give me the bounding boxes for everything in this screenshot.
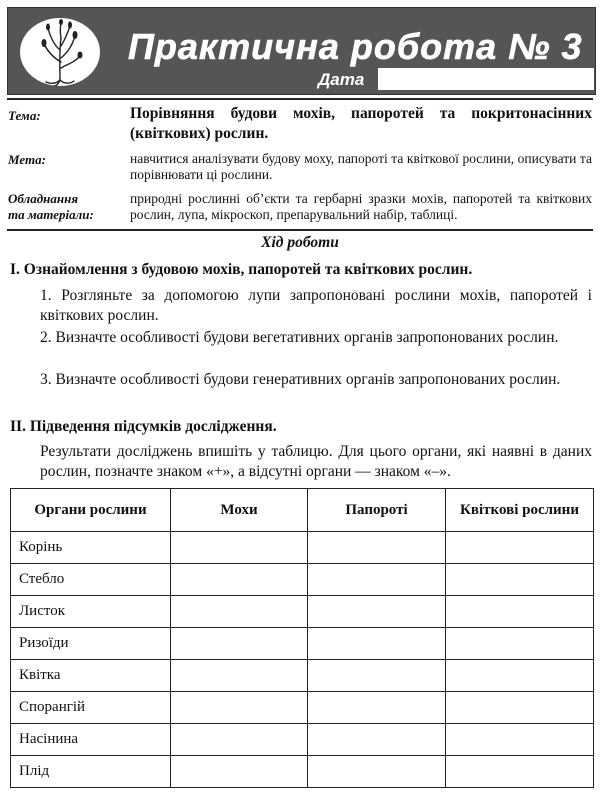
cell-input[interactable] — [308, 596, 446, 628]
table-header-row — [11, 489, 594, 532]
cell-input[interactable] — [171, 756, 308, 788]
equipment-text: природні рослинні об’єкти та гербарні зразки мохів, папоротей та квіткових рослин, лупа, мікроскоп, препарувальний набір, таблиці. — [130, 191, 592, 222]
section2-text: Результати досліджень впишіть у таблицю. Для цього органи, які наявні в даних рослин, позначте знаком «+», а відсутні органи — знаком «–». — [40, 443, 592, 480]
cell-input[interactable] — [308, 564, 446, 596]
table-row — [11, 724, 594, 756]
cell-input[interactable] — [446, 532, 594, 564]
row-label: Насінина — [11, 724, 171, 756]
table-row — [11, 756, 594, 788]
plant-icon — [20, 18, 100, 86]
table-row — [11, 532, 594, 564]
header-mosses: Мохи — [171, 489, 308, 532]
header-flowering: Квіткові рослини — [446, 489, 594, 532]
equipment-label-2: та матеріали: — [8, 207, 94, 222]
step-1 — [10, 286, 592, 326]
goal-text: навчитися аналізувати будову моху, папороті та квіткової рослини, описувати та порівнювати ці рослини. — [130, 151, 592, 182]
step-3-text: 3. Визначте особливості будови генеративних органів запропонованих рослин. — [40, 371, 561, 388]
row-label: Корінь — [11, 532, 171, 564]
topic-label: Тема: — [8, 108, 41, 123]
row-label: Ризоїди — [11, 628, 171, 660]
table-row — [11, 596, 594, 628]
cell-input[interactable] — [446, 660, 594, 692]
row-label: Стебло — [11, 564, 171, 596]
plant-logo — [20, 18, 100, 86]
cell-input[interactable] — [446, 724, 594, 756]
divider-bottom — [7, 229, 593, 231]
table-row — [11, 692, 594, 724]
cell-input[interactable] — [308, 660, 446, 692]
header-banner — [7, 7, 596, 95]
cell-input[interactable] — [446, 628, 594, 660]
cell-input[interactable] — [308, 628, 446, 660]
cell-input[interactable] — [171, 628, 308, 660]
cell-input[interactable] — [308, 692, 446, 724]
cell-input[interactable] — [171, 564, 308, 596]
cell-input[interactable] — [308, 532, 446, 564]
cell-input[interactable] — [308, 724, 446, 756]
cell-input[interactable] — [171, 596, 308, 628]
section2-heading: II. Підведення підсумків дослідження. — [10, 418, 277, 435]
step-2 — [10, 328, 592, 348]
step-1-text: 1. Розгляньте за допомогою лупи запропоновані рослини мохів, папоротей і квіткових рослин. — [40, 287, 592, 324]
date-field[interactable] — [378, 68, 594, 90]
divider-top — [7, 98, 593, 100]
cell-input[interactable] — [446, 756, 594, 788]
cell-input[interactable] — [171, 660, 308, 692]
cell-input[interactable] — [446, 596, 594, 628]
row-label: Спорангій — [11, 692, 171, 724]
cell-input[interactable] — [171, 532, 308, 564]
step-3 — [10, 370, 592, 390]
table-row — [11, 564, 594, 596]
cell-input[interactable] — [171, 692, 308, 724]
date-label: Дата — [318, 70, 365, 89]
page-title: Практична робота № 3 — [128, 26, 583, 67]
equipment-label-1: Обладнання — [8, 191, 79, 206]
row-label: Квітка — [11, 660, 171, 692]
cell-input[interactable] — [446, 564, 594, 596]
row-label: Листок — [11, 596, 171, 628]
table-row — [11, 660, 594, 692]
header-organs: Органи рослини — [11, 489, 171, 532]
table-row — [11, 628, 594, 660]
row-label: Плід — [11, 756, 171, 788]
section2-instructions — [10, 442, 592, 482]
header-ferns: Папороті — [308, 489, 446, 532]
goal-label: Мета: — [8, 152, 46, 167]
step-2-text: 2. Визначте особливості будови вегетативних органів запропонованих рослин. — [40, 329, 559, 346]
progress-heading: Хід роботи — [261, 234, 339, 251]
results-table — [10, 488, 594, 788]
cell-input[interactable] — [446, 692, 594, 724]
cell-input[interactable] — [171, 724, 308, 756]
cell-input[interactable] — [308, 756, 446, 788]
topic-text: Порівняння будови мохів, папоротей та покритонасінних (квіткових) рослин. — [130, 105, 592, 142]
section1-heading: I. Ознайомлення з будовою мохів, папоротей та квіткових рослин. — [10, 261, 473, 278]
